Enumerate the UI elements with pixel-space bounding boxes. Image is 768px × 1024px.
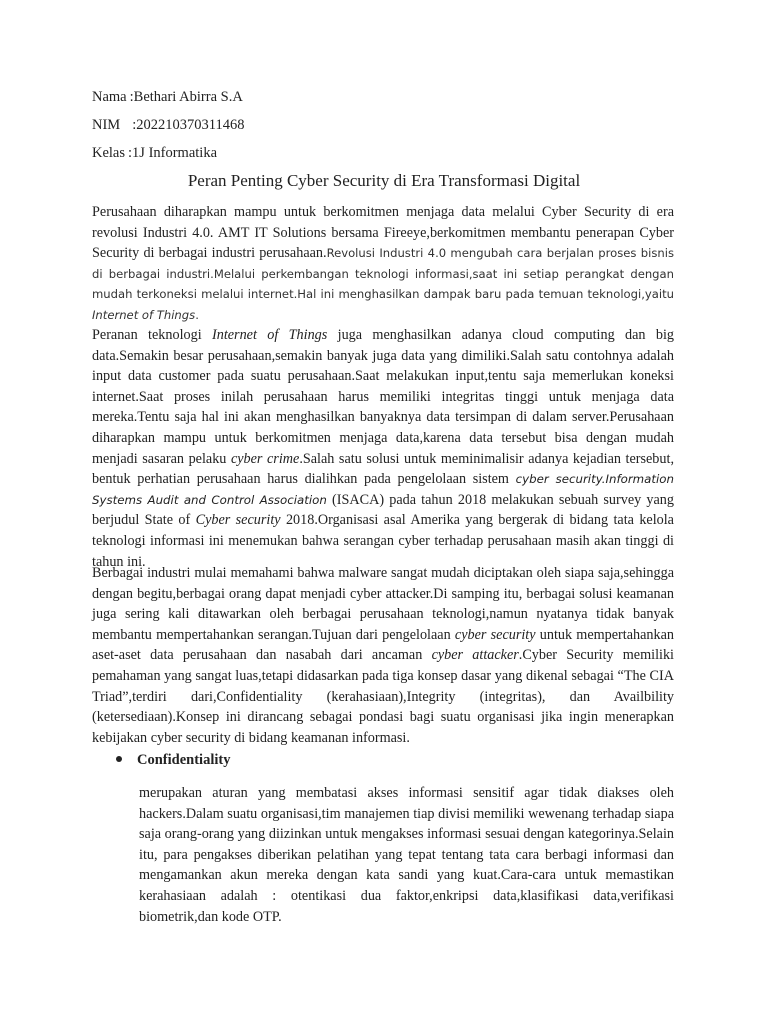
iot-text-a: Peranan teknologi: [92, 327, 212, 343]
intro-serif-text: Perusahaan diharapkan mampu untuk berkomitmen menjaga data melalui Cyber Security di era revolusi Industri 4.0. AMT IT Solutions bersama Fireeye,berkomitmen membantu penerapan Cyber Security di berbagai industri perusahaan.: [92, 204, 674, 262]
field-nama-label: Nama: [92, 89, 127, 105]
field-kelas-sep: :: [128, 145, 133, 161]
isaca-term: cyber security.Information Systems Audit and Control Association: [92, 472, 675, 507]
intro-sans-end: .: [195, 307, 199, 322]
malware-text-b: untuk mempertahankan aset-aset data perusahaan dan nasabah dari ancaman: [92, 626, 674, 664]
paragraph-iot: [92, 325, 674, 572]
field-nama-sep: :: [129, 89, 134, 105]
field-nim-value: 202210370311468: [136, 117, 245, 133]
iot-text-d: (ISACA) pada tahun 2018 melakukan sebuah survey yang berjudul State of: [92, 491, 674, 529]
bullet-dot-icon: [116, 756, 122, 762]
iot-text-c: .Salah satu solusi untuk meminimalisir adanya kejadian tersebut, bentuk perhatian perusahaan harus dialihkan pada pengelolaan sistem: [92, 450, 674, 488]
malware-text-a: Berbagai industri mulai memahami bahwa malware sangat mudah diciptakan oleh siapa saja,sehingga dengan begitu,berbagai orang dapat menjadi cyber attacker.Di samping itu, berbagai solusi keamanan juga sering kali ditawarkan oleh berbagai perusahaan teknologi,namun nyatanya tidak banyak membantu mempertahankan serangan.Tujuan dari pengelolaan: [92, 565, 674, 643]
bullet-confidentiality: [116, 750, 230, 770]
paragraph-intro: [92, 202, 674, 326]
paragraph-confidentiality: merupakan aturan yang membatasi akses informasi sensitif agar tidak diakses oleh hackers.Dalam suatu organisasi,tim manajemen tiap divisi memiliki wewenang terhadap siapa saja orang-orang yang diizinkan untuk mengakses informasi sesuai dengan kategorinya.Selain itu, para pengakses diberikan pelatihan yang tepat tentang tata cara berbagi informasi dan mengamankan akun mereka dengan kata sandi yang kuat.Cara-cara untuk memastikan kerahasiaan adalah : otentikasi dua faktor,enkripsi data,klasifikasi data,verifikasi biometrik,dan kode OTP.: [139, 785, 674, 925]
malware-text-c: .Cyber Security memiliki pemahaman yang sangat luas,tetapi didasarkan pada tiga konsep dasar yang dikenal sebagai “The CIA Triad”,terdiri dari,Confidentiality (kerahasiaan),Integrity (integritas), dan Availbility (ketersediaan).Konsep ini dirancang sebagai pondasi bagi suatu organisasi jika ingin menerapkan kebijakan cyber security di bidang keamanan informasi.: [92, 647, 674, 746]
cyber-crime-term: cyber crime: [230, 450, 300, 467]
cyber-attacker-term: cyber attacker: [431, 647, 519, 664]
field-nim: [92, 116, 244, 134]
cyber-security-term: Cyber security: [195, 512, 281, 529]
intro-iot-term: Internet of Things: [92, 307, 196, 322]
document-title: Peran Penting Cyber Security di Era Transformasi Digital: [187, 171, 581, 190]
cyber-security-term-2: cyber security: [454, 626, 536, 643]
iot-text-e: 2018.Organisasi asal Amerika yang bergerak di bidang tata kelola teknologi informasi ini menemukan bahwa serangan cyber terhadap perusahaan masih akan tinggi di tahun ini.: [92, 512, 674, 570]
field-nama-value: Bethari Abirra S.A: [133, 89, 243, 105]
intro-sans-text: Revolusi Industri 4.0 mengubah cara berjalan proses bisnis di berbagai industri.Melalui perkembangan teknologi informasi,saat ini setiap perangkat dengan mudah terkoneksi melalui internet.Hal ini menghasilkan dampak baru pada temuan teknologi,yaitu: [92, 246, 674, 302]
field-nim-sep: :: [132, 117, 137, 133]
iot-term: Internet of Things: [212, 327, 328, 343]
field-nama: [92, 88, 243, 106]
field-nim-label: NIM: [92, 117, 121, 133]
field-kelas: [92, 144, 217, 162]
bullet-label: Confidentiality: [137, 752, 231, 768]
field-kelas-value: 1J Informatika: [132, 145, 218, 161]
field-kelas-label: Kelas: [92, 145, 126, 161]
paragraph-malware: [92, 563, 674, 748]
iot-text-b: juga menghasilkan adanya cloud computing dan big data.Semakin besar perusahaan,semakin banyak juga data yang dimiliki.Salah satu contohnya adalah input data customer pada suatu perusahaan.Saat melakukan input,tentu saja memerlukan koneksi internet.Saat proses inilah perusahaan harus memiliki integritas tinggi untuk menjaga data mereka.Tentu saja hal ini akan menghasilkan banyaknya data tersimpan di dalam server.Perusahaan diharapkan mampu untuk berkomitmen menjaga data,karena data tersebut bisa dengan mudah menjadi sasaran pelaku: [92, 327, 674, 467]
